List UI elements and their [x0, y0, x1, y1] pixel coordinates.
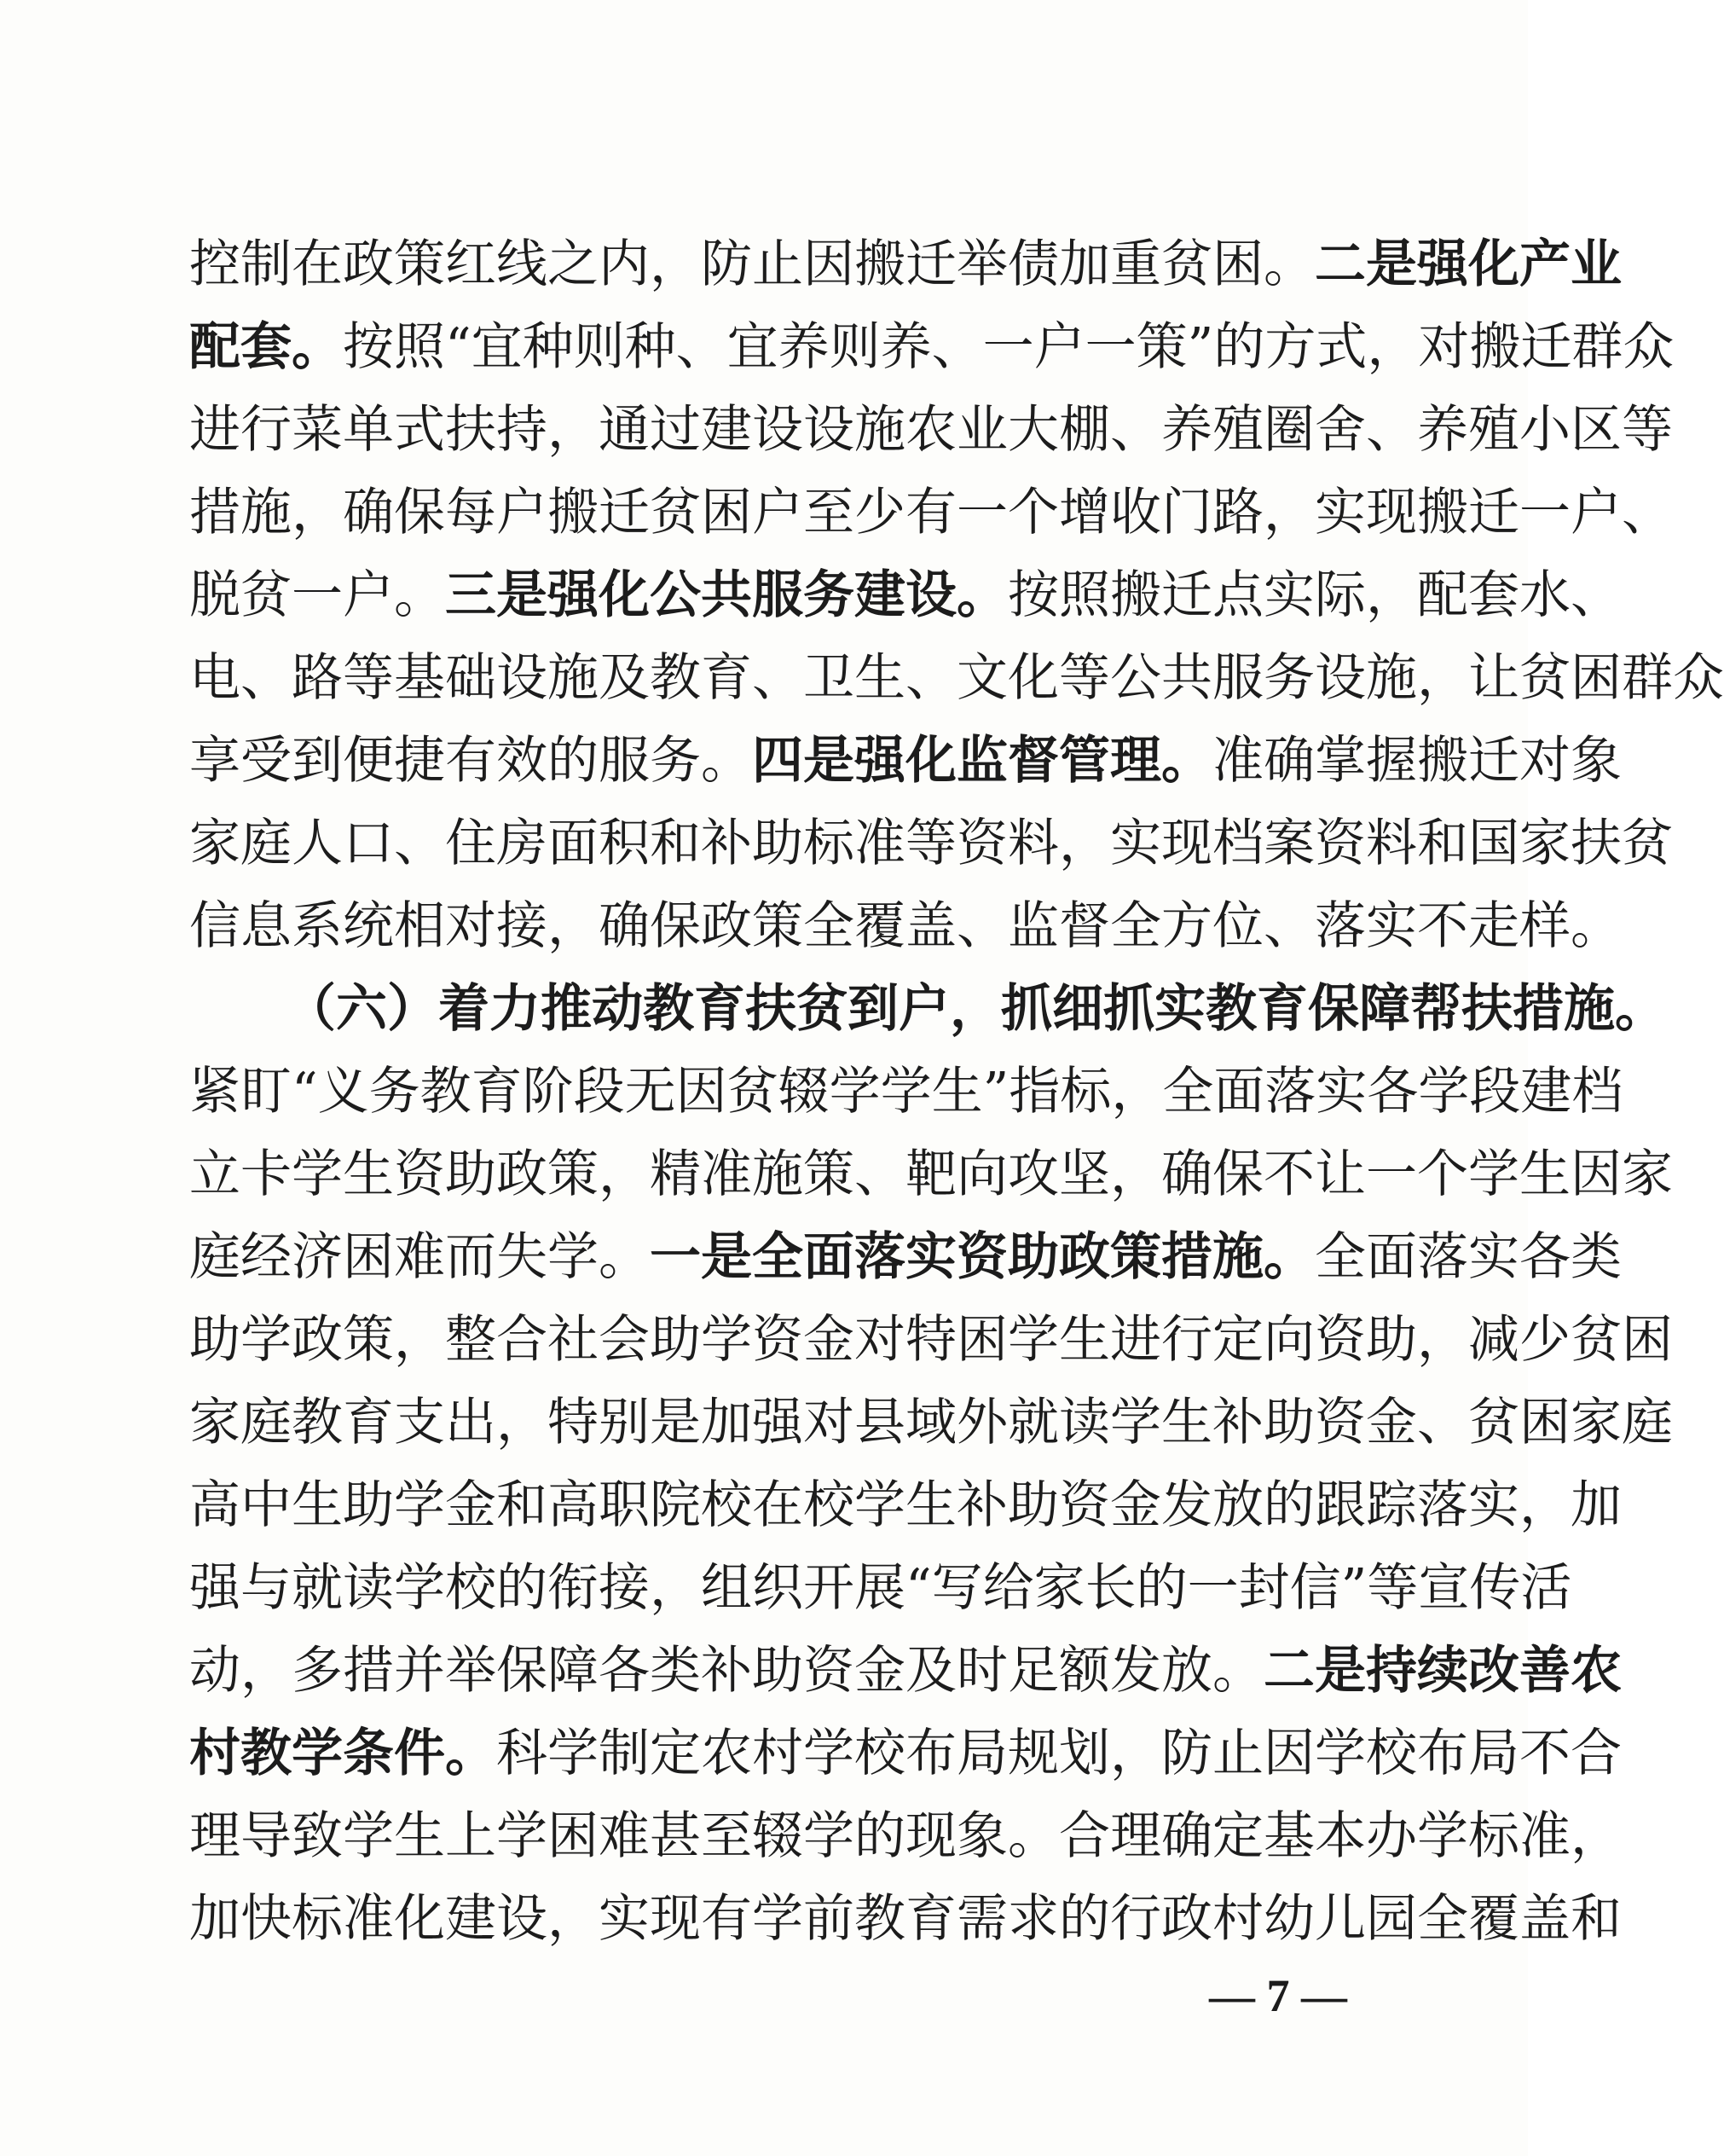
bold-heading: 四是强化监督管理。	[752, 731, 1212, 791]
line-segment: 家庭教育支出，特别是加强对县域外就读学生补助资金、贫困家庭	[189, 1393, 1673, 1452]
line-segment: 控制在政策红线之内，防止因搬迁举债加重贫困。	[189, 235, 1315, 294]
line-segment: 信息系统相对接，确保政策全覆盖、监督全方位、落实不走样。	[189, 896, 1622, 956]
line-segment: 家庭人口、住房面积和补助标准等资料，实现档案资料和国家扶贫	[189, 814, 1673, 873]
line-segment: 科学制定农村学校布局规划，防止因学校布局不合	[496, 1724, 1622, 1783]
line-segment: 按照“宜种则种、宜养则养、一户一策”的方式，对搬迁群众	[343, 317, 1675, 377]
line-segment: 准确掌握搬迁对象	[1212, 731, 1622, 791]
line-segment: 理导致学生上学困难甚至辍学的现象。	[189, 1806, 1059, 1866]
bold-heading: 三是强化公共服务建设。	[445, 565, 1008, 625]
line-segment: 庭经济困难而失学。	[189, 1227, 650, 1287]
line-segment: 享受到便捷有效的服务。	[189, 731, 752, 791]
line-segment: 紧盯“义务教育阶段无因贫辍学学生”指标，全面落实各学段建档	[189, 1062, 1623, 1121]
line-segment: 动，多措并举保障各类补助资金及时足额发放。	[189, 1641, 1264, 1701]
bold-heading: 一是全面落实资助政策措施。	[650, 1227, 1315, 1287]
bold-heading: 二是持续改善农	[1264, 1641, 1622, 1701]
line-segment: 按照搬迁点实际，配套水、	[1008, 565, 1622, 625]
bold-heading: 二是强化产业	[1315, 235, 1622, 294]
line-segment: 助学政策，整合社会助学资金对特困学生进行定向资助，减少贫困	[189, 1310, 1673, 1370]
line-segment: 强与就读学校的衔接，组织开展“写给家长的一封信”等宣传活	[189, 1558, 1572, 1618]
bold-heading: 村教学条件。	[189, 1724, 496, 1783]
line-segment: 脱贫一户。	[189, 565, 445, 625]
text-line	[189, 1868, 1622, 1970]
line-segment: 全面落实各类	[1315, 1227, 1622, 1287]
section-heading-text: （六）着力推动教育扶贫到户，抓细抓实教育保障帮扶措施。	[285, 979, 1666, 1039]
line-segment: 立卡学生资助政策，精准施策、靶向攻坚，确保不让一个学生因家	[189, 1145, 1673, 1204]
line-segment: 进行菜单式扶持，通过建设设施农业大棚、养殖圈舍、养殖小区等	[189, 400, 1673, 460]
line-segment: 措施，确保每户搬迁贫困户至少有一个增收门路，实现搬迁一户、	[189, 483, 1673, 542]
line-segment: 合理确定基本办学标准，	[1059, 1806, 1622, 1866]
line-segment: 电、路等基础设施及教育、卫生、文化等公共服务设施，让贫困群众	[189, 648, 1724, 708]
bold-heading: 配套。	[189, 317, 343, 377]
line-segment: 高中生助学金和高职院校在校学生补助资金发放的跟踪落实，加	[189, 1475, 1622, 1535]
line-segment: 加快标准化建设，实现有学前教育需求的行政村幼儿园全覆盖和	[189, 1889, 1622, 1949]
page-number: — 7 —	[1209, 1970, 1347, 2021]
